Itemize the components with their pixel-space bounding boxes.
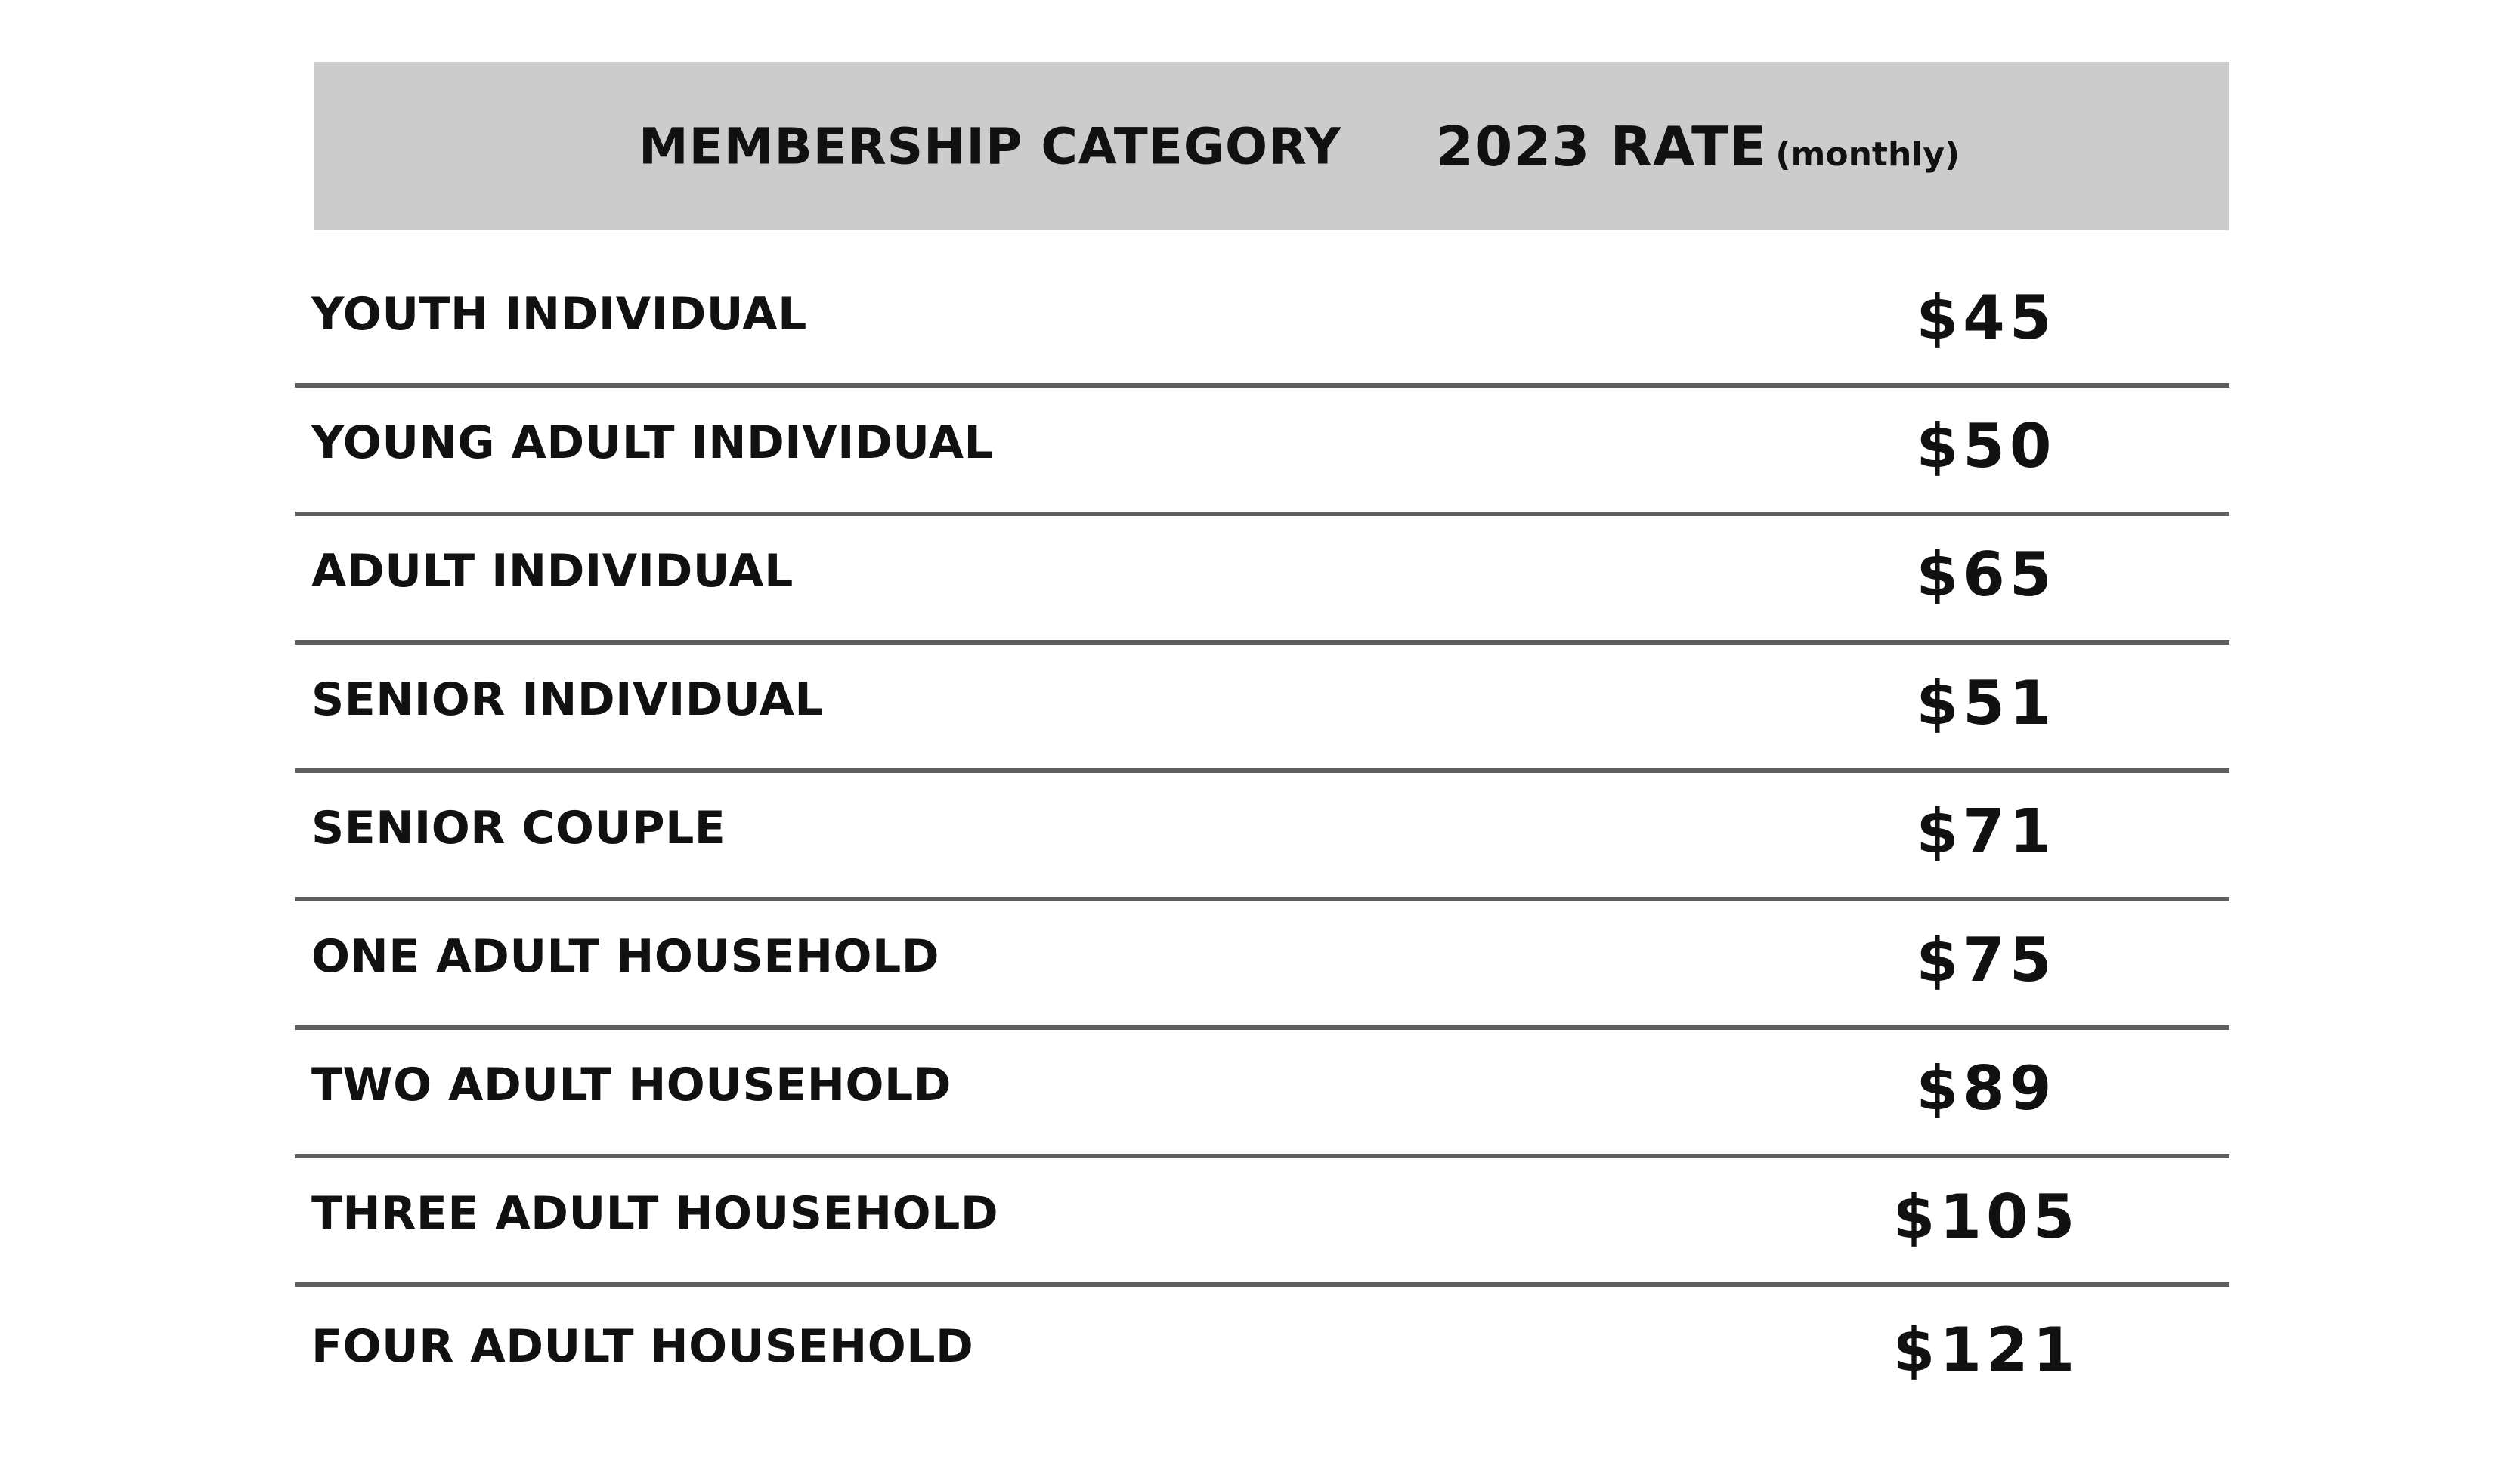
row-category: SENIOR INDIVIDUAL	[311, 673, 825, 726]
table-row	[295, 1158, 2229, 1287]
row-rate: $51	[1916, 668, 2056, 738]
row-rate: $89	[1916, 1053, 2056, 1124]
row-category: SENIOR COUPLE	[311, 802, 726, 855]
table-header	[314, 62, 2229, 230]
row-category: YOUTH INDIVIDUAL	[311, 288, 807, 341]
row-rate: $105	[1892, 1182, 2080, 1252]
table-row	[295, 388, 2229, 516]
row-rate: $45	[1916, 283, 2056, 353]
table-row	[295, 516, 2229, 645]
header-rate	[1436, 115, 1960, 178]
table-row	[295, 1287, 2229, 1415]
row-category: ONE ADULT HOUSEHOLD	[311, 930, 940, 983]
table-row	[295, 645, 2229, 773]
table-body	[295, 230, 2229, 1415]
row-rate: $121	[1892, 1315, 2080, 1385]
row-category: YOUNG ADULT INDIVIDUAL	[311, 416, 994, 469]
header-rate-label: 2023 RATE	[1436, 114, 1768, 178]
row-rate: $75	[1916, 925, 2056, 995]
row-category: FOUR ADULT HOUSEHOLD	[311, 1320, 974, 1373]
membership-rate-table	[295, 62, 2229, 1415]
row-rate: $71	[1916, 796, 2056, 867]
table-row	[295, 901, 2229, 1030]
header-rate-period: (monthly)	[1775, 134, 1960, 174]
header-membership-category: MEMBERSHIP CATEGORY	[639, 117, 1342, 175]
table-row	[295, 230, 2229, 388]
row-category: ADULT INDIVIDUAL	[311, 545, 794, 598]
table-row	[295, 1030, 2229, 1158]
row-rate: $50	[1916, 411, 2056, 481]
row-rate: $65	[1916, 539, 2056, 610]
row-category: THREE ADULT HOUSEHOLD	[311, 1187, 999, 1240]
table-row	[295, 773, 2229, 901]
row-category: TWO ADULT HOUSEHOLD	[311, 1059, 951, 1111]
